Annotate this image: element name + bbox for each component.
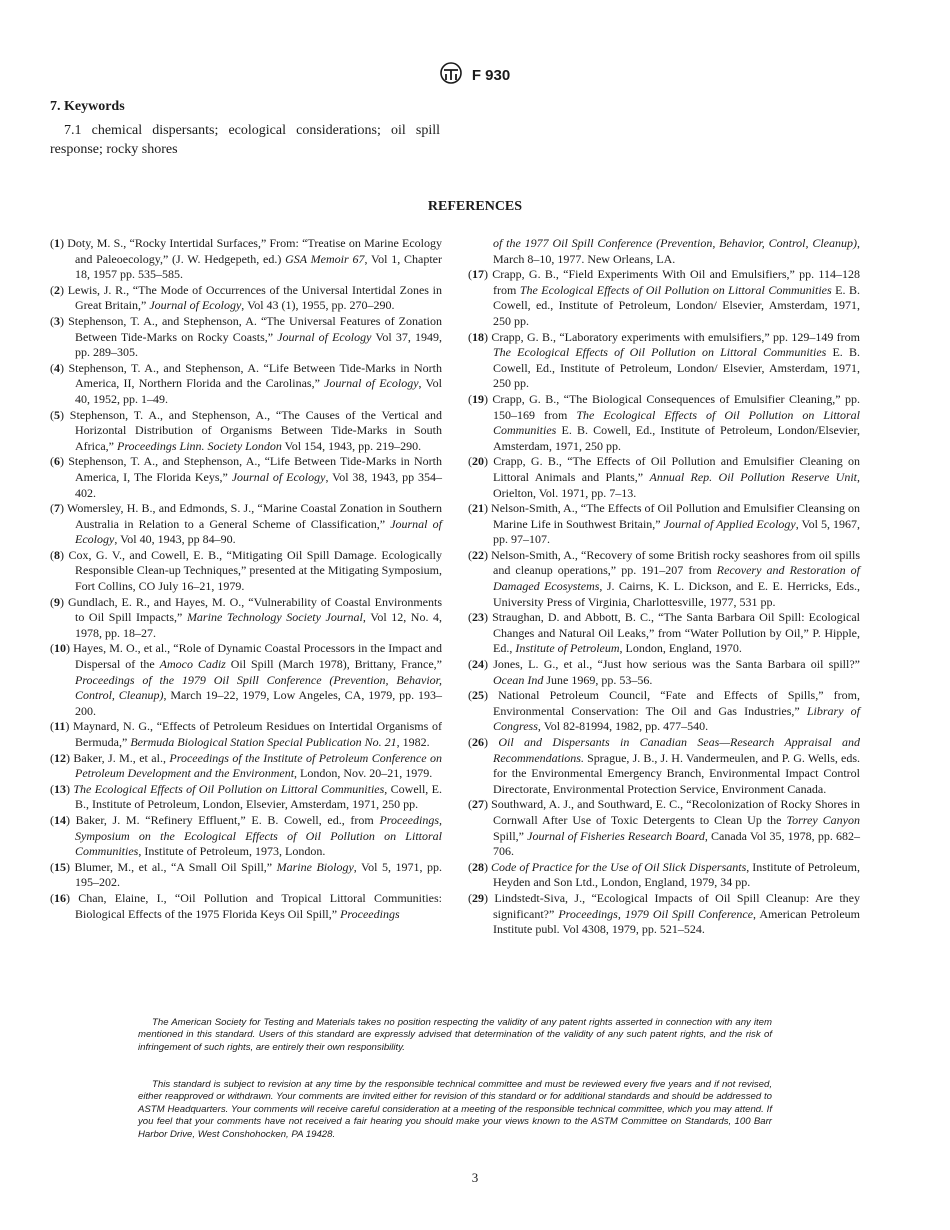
reference-item: (11) Maynard, N. G., “Effects of Petroleum Residues on Intertidal Organisms of Bermuda,” Bermuda Biological Station Special Publication No. 21, 1982. [50,719,442,749]
keywords-text: 7.1 chemical dispersants; ecological considerations; oil spill response; rocky shores [50,123,440,157]
reference-number: (18) [468,329,488,344]
reference-item: (17) Crapp, G. B., “Field Experiments With Oil and Emulsifiers,” pp. 114–128 from The Ecological Effects of Oil Pollution on Littoral Communities E. B. Cowell, ed., Institute of Petroleum, London/ Elsevier, Amsterdam, 1971, 250 pp. [468,267,860,328]
reference-number: (6) [50,454,64,469]
reference-continuation: of the 1977 Oil Spill Conference (Prevention, Behavior, Control, Cleanup), March 8–10, 1977. New Orleans, LA. [493,236,860,266]
reference-item: (26) Oil and Dispersants in Canadian Seas—Research Appraisal and Recommendations. Sprague, J. B., J. H. Vandermeulen, and P. G. Wells, eds. for the Environmental Emergency Branch, Environmental Impact Control Directorate, Environmental Protection Service, Environment Canada. [468,735,861,796]
reference-item: (10) Hayes, M. O., et al., “Role of Dynamic Coastal Processors in the Impact and Dispersal of the Amoco Cadiz Oil Spill (March 1978), Brittany, France,” Proceedings of the 1979 Oil Spill Conference (Prevention, Behavior, Control, Cleanup), March 19–22, 1979, Low Angeles, CA, 1979, pp. 193–200. [50,641,442,718]
reference-item: (2) Lewis, J. R., “The Mode of Occurrences of the Universal Intertidal Zones in Great Britain,” Journal of Ecology, Vol 43 (1), 1955, pp. 270–290. [50,282,442,313]
keywords-heading: 7. Keywords [50,99,125,114]
reference-item: (28) Code of Practice for the Use of Oil Slick Dispersants, Institute of Petroleum, Heyden and Son Ltd., London, England, 1979, 34 pp. [468,859,861,890]
reference-number: (1) [50,236,64,250]
reference-item: (4) Stephenson, T. A., and Stephenson, A. “Life Between Tide-Marks in North America, II, Northern Florida and the Carolinas,” Journal of Ecology, Vol 40, 1952, pp. 1–49. [50,360,442,406]
reference-number: (4) [50,360,64,375]
reference-item: (20) Crapp, G. B., “The Effects of Oil Pollution and Emulsifier Cleaning on Littoral Animals and Plants,” Annual Rep. Oil Pollution Reserve Unit, Orielton, Vol. 1971, pp. 7–13. [468,454,860,500]
reference-item: (21) Nelson-Smith, A., “The Effects of Oil Pollution and Emulsifier Cleansing on Marine Life in Southwest Britain,” Journal of Applied Ecology, Vol 5, 1967, pp. 97–107. [468,501,860,547]
reference-number: (24) [468,657,488,672]
reference-number: (12) [50,750,70,765]
reference-number: (25) [468,688,488,703]
reference-item: (3) Stephenson, T. A., and Stephenson, A. “The Universal Features of Zonation Between Tide-Marks on Rocky Coasts,” Journal of Ecology Vol 37, 1949, pp. 289–305. [50,313,442,360]
reference-number: (13) [50,781,70,796]
reference-item: (5) Stephenson, T. A., and Stephenson, A., “The Causes of the Vertical and Horizontal Distribution of Organisms Between Tide-Marks in South Africa,” Proceedings Linn. Society London Vol 154, 1943, pp. 219–290. [50,407,442,453]
reference-number: (19) [468,391,488,406]
revision-notice: This standard is subject to revision at any time by the responsible technical committee and must be reviewed every five years and if not revised, either reapproved or withdrawn. Your comments are invited either for revision of this standard or for additional standards and should be addressed to ASTM Headquarters. Your comments will receive careful consideration at a meeting of the responsible technical committee, which you may attend. If you feel that your comments have not received a fair hearing you should make your views known to the ASTM Committee on Standards, 100 Barr Harbor Drive, West Conshohocken, PA 19428. [138,1079,772,1140]
reference-number: (16) [50,890,70,905]
reference-item: (9) Gundlach, E. R., and Hayes, M. O., “Vulnerability of Coastal Environments to Oil Spill Impacts,” Marine Technology Society Journal, Vol 12, No. 4, 1978, pp. 18–27. [50,594,443,640]
page-header [0,62,950,89]
reference-number: (29) [468,890,488,905]
reference-number: (8) [50,547,64,562]
reference-number: (11) [50,719,70,734]
patent-notice: The American Society for Testing and Materials takes no position respecting the validity of any patent rights asserted in connection with any item mentioned in this standard. Users of this standard are expressly advised that determination of the validity of any such patent rights, and the risk of infringement of such rights, are entirely their own responsibility. [138,1017,772,1053]
reference-item: (14) Baker, J. M. “Refinery Effluent,” E. B. Cowell, ed., from Proceedings, Symposium on the Ecological Effects of Oil Pollution on Littoral Communities, Institute of Petroleum, 1973, London. [50,812,442,859]
reference-number: (2) [50,282,64,297]
reference-item: (19) Crapp, G. B., “The Biological Consequences of Emulsifier Cleaning,” pp. 150–169 from The Ecological Effects of Oil Pollution on Littoral Communities E. B. Cowell, Ed., Institute of Petroleum, London/Elsevier, Amsterdam, 1971, 250 pp. [468,391,861,453]
reference-number: (3) [50,313,64,328]
reference-item: (27) Southward, A. J., and Southward, E. C., “Recolonization of Rocky Shores in Cornwall After Use of Toxic Detergents to Clean Up the Torrey Canyon Spill,” Journal of Fisheries Research Board, Canada Vol 35, 1978, pp. 682–706. [468,797,861,859]
reference-item: (23) Straughan, D. and Abbott, B. C., “The Santa Barbara Oil Spill: Ecological Changes and Natural Oil Leaks,” from “Water Pollution by Oil,” P. Hipple, Ed., Institute of Petroleum, London, England, 1970. [468,610,860,656]
reference-item: (6) Stephenson, T. A., and Stephenson, A., “Life Between Tide-Marks in North America, I, The Florida Keys,” Journal of Ecology, Vol 38, 1943, pp 354–402. [50,454,442,500]
reference-number: (23) [468,610,488,625]
reference-number: (9) [50,594,64,609]
reference-item: (1) Doty, M. S., “Rocky Intertidal Surfaces,” From: “Treatise on Marine Ecology and Paleoecology,” (J. W. Hedgepeth, ed.) GSA Memoir 67, Vol 1, Chapter 18, 1957 pp. 535–585. [50,236,442,282]
reference-item: (12) Baker, J. M., et al., Proceedings of the Institute of Petroleum Conference on Petroleum Development and the Environment, London, Nov. 20–21, 1979. [50,750,442,781]
reference-number: (27) [468,797,488,812]
references-left-column [50,236,442,922]
reference-number: (22) [468,547,488,562]
reference-number: (15) [50,859,70,874]
reference-item: (7) Womersley, H. B., and Edmonds, S. J., “Marine Coastal Zonation in Southern Australia in Relation to a General Scheme of Classification,” Journal of Ecology, Vol 40, 1943, pp 84–90. [50,501,442,547]
astm-logo-icon [440,62,462,89]
page-number: 3 [471,1170,479,1185]
reference-number: (26) [468,735,488,749]
reference-item: (29) Lindstedt-Siva, J., “Ecological Impacts of Oil Spill Cleanup: Are they significant?” Proceedings, 1979 Oil Spill Conference, American Petroleum Institute publ. Vol 4308, 1979, pp. 521–524. [468,890,860,937]
reference-item: (16) Chan, Elaine, I., “Oil Pollution and Tropical Littoral Communities: Biological Effects of the 1975 Florida Keys Oil Spill,” Proceedings [50,890,442,921]
reference-number: (10) [50,641,70,656]
reference-item: (24) Jones, L. G., et al., “Just how serious was the Santa Barbara oil spill?” Ocean Ind June 1969, pp. 53–56. [468,657,860,687]
standard-code: F 930 [471,67,511,84]
reference-item: (18) Crapp, G. B., “Laboratory experiments with emulsifiers,” pp. 129–149 from The Ecological Effects of Oil Pollution on Littoral Communities E. B. Cowell, Ed., Institute of Petroleum, London/ Elsevier, Amsterdam, 1971, 250 pp. [468,329,860,391]
reference-item: (22) Nelson-Smith, A., “Recovery of some British rocky seashores from oil spills and cleanup operations,” pp. 191–207 from Recovery and Restoration of Damaged Ecosystems, J. Cairns, K. L. Dickson, and E. E. Herricks, Eds., University Press of Virginia, Charlottesville, 1977, 531 pp. [468,547,860,609]
reference-number: (20) [468,454,488,469]
reference-number: (28) [468,859,488,874]
reference-number: (21) [468,501,488,516]
reference-number: (7) [50,501,64,516]
reference-item: (15) Blumer, M., et al., “A Small Oil Spill,” Marine Biology, Vol 5, 1971, pp. 195–202. [50,859,442,890]
reference-number: (14) [50,812,70,827]
reference-item: (13) The Ecological Effects of Oil Pollution on Littoral Communities, Cowell, E. B., Institute of Petroleum, London, Elsevier, Amsterdam, 1971, 250 pp. [50,781,443,812]
reference-item: (8) Cox, G. V., and Cowell, E. B., “Mitigating Oil Spill Damage. Ecologically Responsible Clean-up Techniques,” presented at the Mitigating Symposium, Fort Collins, CO July 16–21, 1979. [50,547,442,594]
reference-number: (5) [50,407,64,422]
reference-item: (25) National Petroleum Council, “Fate and Effects of Spills,” from, Environmental Conservation: The Oil and Gas Industries,” Library of Congress, Vol 82-81994, 1982, pp. 477–540. [468,688,860,734]
references-right-column [468,236,860,938]
reference-number: (17) [468,267,488,282]
references-heading: REFERENCES [427,199,523,214]
